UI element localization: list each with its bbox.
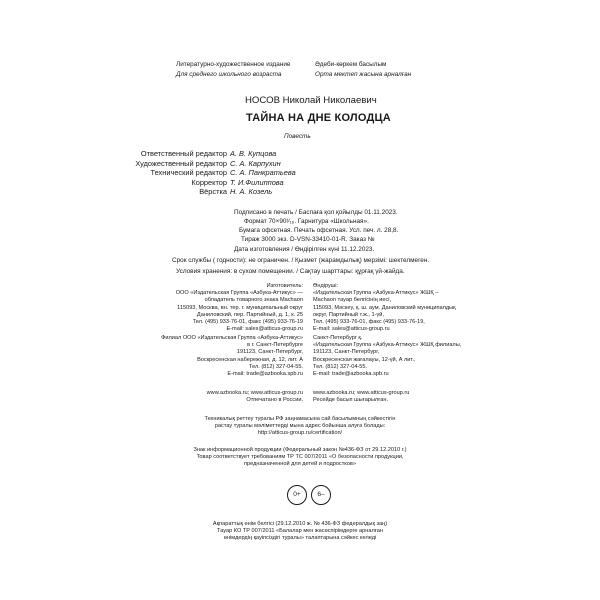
staff-role: Технический редактор xyxy=(150,168,227,178)
printed-in-russia-ru: Отпечатано в России. xyxy=(246,397,303,404)
info-line: предназначенной для детей и подростков» xyxy=(244,461,356,468)
manufacturer-ru-line: 115093, Москва, вн. тер. г. муниципальный округ xyxy=(177,304,303,311)
print-run: Тираж 3000 экз. D-VSN-33410-01-R. Заказ № xyxy=(241,236,375,243)
staff-role: Вёрстка xyxy=(199,187,227,197)
staff-name: А. В. Купцова xyxy=(230,149,277,158)
manufacturer-kz-line: E-mail: sales@atticus-group.ru xyxy=(313,326,390,333)
print-storage: Условия хранения: в сухом помещении. / Сақтау шарттары: құрғақ үй-жайда. xyxy=(176,268,405,275)
websites-kz xyxy=(313,390,409,404)
footer-line: өнімдердің қауіпсіздігі туралы» талаптарына сәйкес келеді xyxy=(223,535,377,542)
manufacturer-kz-line: округ, Партийный т.ж., 1-үй, xyxy=(313,311,384,318)
manufacturer-kz-line: Machaon тауар белгісінің иесі, xyxy=(313,297,392,304)
branch-ru-line: Воскресенская набережная, д. 12, лит. А xyxy=(197,356,303,363)
book-subtitle: Повесть xyxy=(284,133,311,140)
print-signed: Подписано в печать / Баспаға қол қойылды 01.11.2023. xyxy=(234,209,398,216)
printed-in-russia-kz: Ресейде басып шығарылған. xyxy=(313,397,388,404)
manufacturer-label-ru: Изготовитель: xyxy=(266,283,303,289)
age-rating-badge: 0+ xyxy=(287,485,307,505)
genre-kz-line1: Әдеби-көркем басылым xyxy=(315,61,387,68)
info-product-notice xyxy=(150,447,450,469)
staff-name: С. А. Панкратьева xyxy=(230,168,296,178)
manufacturer-label-kz: Өндіруші: xyxy=(313,283,339,289)
branch-kz xyxy=(313,335,461,378)
info-line: Товар соответствует требованиям ТР ТС 007/2011 «О безопасности продукции, xyxy=(196,454,404,461)
book-title: ТАЙНА НА ДНЕ КОЛОДЦА xyxy=(246,112,391,124)
websites-ru-links: www.azbooka.ru; www.atticus-group.ru xyxy=(206,390,303,396)
genre-ru-line2: Для среднего школьного возраста xyxy=(176,71,282,78)
manufacturer-ru-line: Тел. (495) 933-76-01, факс (495) 933-76-19 xyxy=(192,319,303,326)
branch-ru-line: Филиал ООО «Издательская Группа «Азбука-Аттикус» xyxy=(161,335,303,341)
manufacturer-kz-line: 115093, Мәскеу, қ. ш. аум. Даниловский муниципалдық xyxy=(313,304,456,311)
genre-block xyxy=(176,61,426,79)
footer-line: Ақпараттық өнім белгісі (29.12.2010 ж. № 436-ФЗ федералдық заң) xyxy=(212,521,388,527)
book-author: НОСОВ Николай Николаевич xyxy=(245,95,377,106)
footer-line: Тауар КО ТР 007/2011 «Балалар мен жасөспірімдерге арналған xyxy=(217,528,383,535)
staff-role: Корректор xyxy=(191,177,227,187)
manufacturer-ru xyxy=(100,283,303,333)
manufacturer-ru-line: ООО «Издательская Группа «Азбука-Аттикус» — xyxy=(175,290,303,297)
footer-notice xyxy=(150,521,450,543)
branch-kz-line: Воскресенская жағалауы, 12-үй, А лит., xyxy=(313,356,416,363)
staff-row xyxy=(49,159,296,169)
staff-name: С. А. Карпухин xyxy=(230,158,281,168)
manufacturer-ru-line: E-mail: sales@atticus-group.ru xyxy=(226,326,303,333)
branch-kz-line: Тел. (812) 327-04-55. xyxy=(313,363,368,370)
tech-line: Техникалық реттеу туралы РФ заңнамасына сай басылымның сәйкестігін xyxy=(204,416,396,422)
staff-row xyxy=(49,149,296,159)
branch-ru-line: 191123, Санкт-Петербург, xyxy=(236,349,303,356)
age-rating-badge: 6– xyxy=(311,485,331,505)
manufacturer-kz-line: Тел. (495) 933-76-01, факс (495) 933-76-19, xyxy=(313,319,425,326)
staff-list xyxy=(49,149,296,197)
branch-kz-line: E-mail: trade@azbooka.spb.ru xyxy=(313,371,389,378)
manufacturer-ru-line: Даниловский, пер. Партийный, д. 1, к. 25 xyxy=(196,311,303,318)
websites-kz-links: www.azbooka.ru; www.atticus-group.ru xyxy=(313,390,410,396)
manufacturer-kz-line: «Издательская Группа «Азбука-Аттикус» ЖШҚ – xyxy=(313,290,439,297)
websites-ru xyxy=(100,390,303,404)
staff-row xyxy=(49,178,296,188)
tech-line: растау туралы мәліметтерді мына адрес бойынша алуға болады: xyxy=(214,423,386,430)
certification-link: http://atticus-group.ru/certification/ xyxy=(257,430,343,437)
branch-ru-line: Тел. (812) 327-04-55. xyxy=(248,363,303,370)
info-line: Знак информационной продукции (Федеральный закон №436-ФЗ от 29.12.2010 г.) xyxy=(193,447,407,453)
branch-ru xyxy=(100,335,303,378)
branch-kz-line: «Издательская Группа «Азбука-Аттикус» ЖШҚ филиалы, xyxy=(313,342,462,349)
staff-role: Художественный редактор xyxy=(135,158,227,168)
print-service-life: Срок службы ( годности): не ограничен. / Қызмет (жарамдылық) мерзімі: шектелмеген. xyxy=(172,257,430,264)
genre-kz-line2: Орта мектеп жасына арналған xyxy=(315,71,412,78)
staff-row xyxy=(49,187,296,197)
staff-row xyxy=(49,168,296,178)
manufacturer-kz xyxy=(313,283,456,333)
branch-ru-line: в г. Санкт-Петербурге xyxy=(247,342,303,349)
branch-kz-line: 191123, Санкт-Петербург, xyxy=(313,349,380,356)
print-format: Формат 70×90¹⁄₁₆. Гарнитура «Школьная». xyxy=(244,218,369,225)
print-date: Дата изготовления / Өндірілген күні 11.12.2023. xyxy=(234,246,375,253)
staff-name: Т. И.Филиппова xyxy=(230,177,284,187)
staff-role: Ответственный редактор xyxy=(140,149,227,158)
staff-name: Н. А. Козель xyxy=(230,187,273,197)
genre-ru-line1: Литературно-художественное издание xyxy=(176,61,291,68)
branch-kz-line: Санкт-Петербург қ. xyxy=(313,335,363,341)
tech-regulation xyxy=(150,416,450,438)
manufacturer-ru-line: обладатель товарного знака Machaon xyxy=(204,297,303,304)
branch-ru-line: E-mail: trade@azbooka.spb.ru xyxy=(227,371,303,378)
print-paper: Бумага офсетная. Печать офсетная. Усл. печ. л. 28,8. xyxy=(239,227,399,234)
